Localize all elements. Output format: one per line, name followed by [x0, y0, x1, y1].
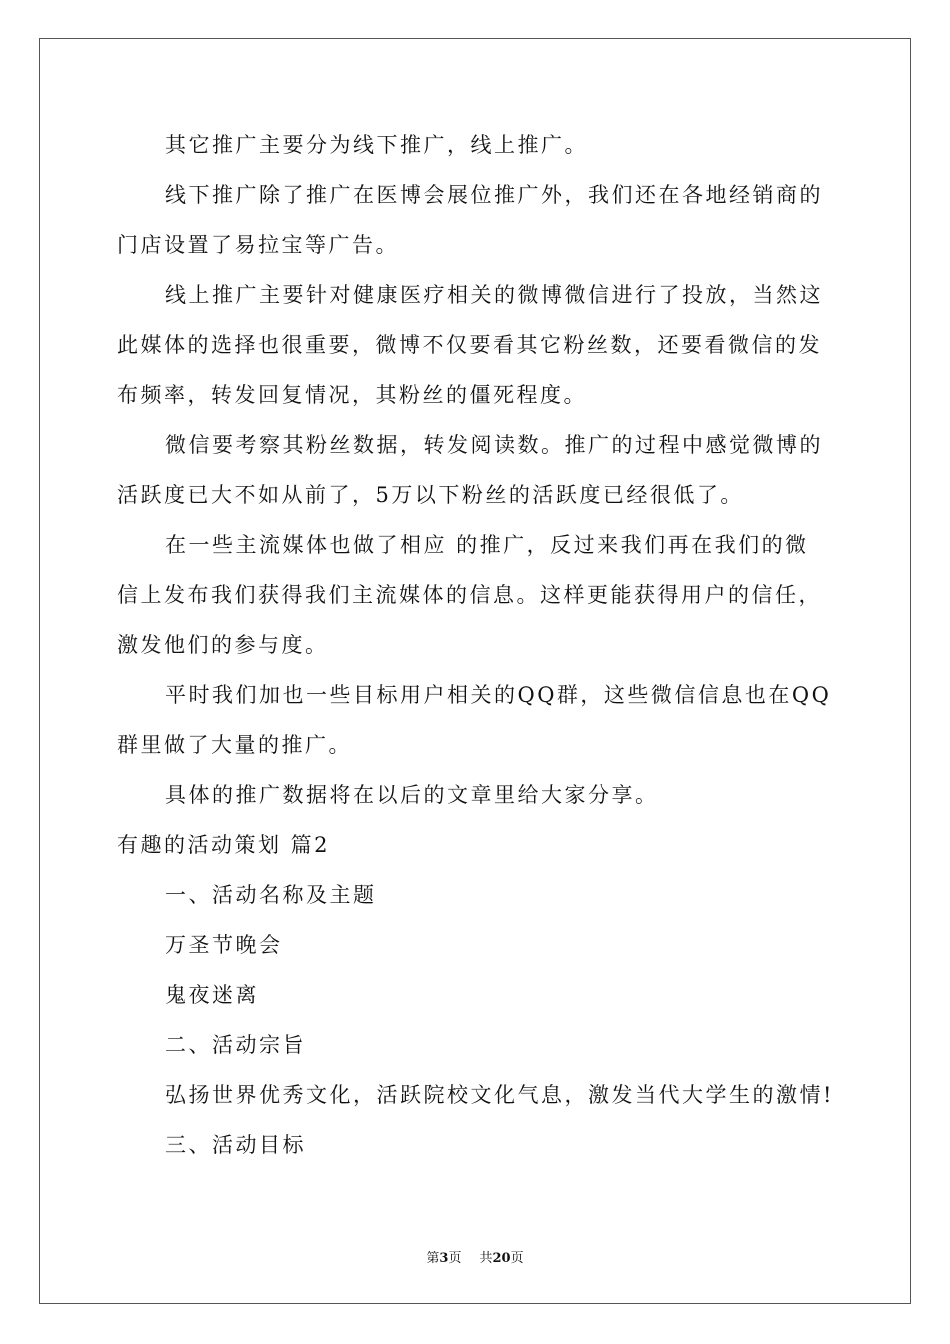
text-line: 三、活动目标: [165, 1133, 306, 1157]
total-prefix: 共: [479, 1251, 493, 1266]
page-number: 3: [439, 1251, 449, 1266]
text-line: 具体的推广数据将在以后的文章里给大家分享。: [165, 783, 659, 807]
text-line: 一、活动名称及主题: [165, 883, 377, 907]
total-pages: 20: [492, 1251, 511, 1266]
text-line: 门店设置了易拉宝等广告。: [117, 233, 399, 257]
text-line: 活跃度已大不如从前了，5万以下粉丝的活跃度已经很低了。: [117, 483, 744, 507]
page-suffix: 页: [448, 1251, 462, 1266]
text-line: 线下推广除了推广在医博会展位推广外，我们还在各地经销商的: [165, 183, 823, 207]
page-prefix: 第: [426, 1251, 440, 1266]
text-line: 其它推广主要分为线下推广，线上推广。: [165, 133, 588, 157]
total-suffix: 页: [510, 1251, 524, 1266]
text-line: 群里做了大量的推广。: [117, 733, 352, 757]
text-line: 万圣节晚会: [165, 933, 283, 957]
text-line: 线上推广主要针对健康医疗相关的微博微信进行了投放，当然这: [165, 283, 823, 307]
text-line: 二、活动宗旨: [165, 1033, 306, 1057]
page-footer: [0, 1247, 950, 1266]
text-line: 激发他们的参与度。: [117, 633, 329, 657]
text-line: 鬼夜迷离: [165, 983, 259, 1007]
text-line: 有趣的活动策划 篇2: [117, 833, 331, 857]
text-line: 弘扬世界优秀文化，活跃院校文化气息，激发当代大学生的激情!: [165, 1083, 834, 1107]
text-line: 信上发布我们获得我们主流媒体的信息。这样更能获得用户的信任，: [117, 583, 822, 607]
text-line: 微信要考察其粉丝数据，转发阅读数。推广的过程中感觉微博的: [165, 433, 823, 457]
text-line: 平时我们加也一些目标用户相关的QQ群，这些微信信息也在QQ: [165, 683, 832, 707]
text-line: 布频率，转发回复情况，其粉丝的僵死程度。: [117, 383, 587, 407]
document-body: [117, 120, 837, 1170]
text-line: 此媒体的选择也很重要，微博不仅要看其它粉丝数，还要看微信的发: [117, 333, 822, 357]
text-line: 在一些主流媒体也做了相应 的推广，反过来我们再在我们的微: [165, 533, 809, 557]
